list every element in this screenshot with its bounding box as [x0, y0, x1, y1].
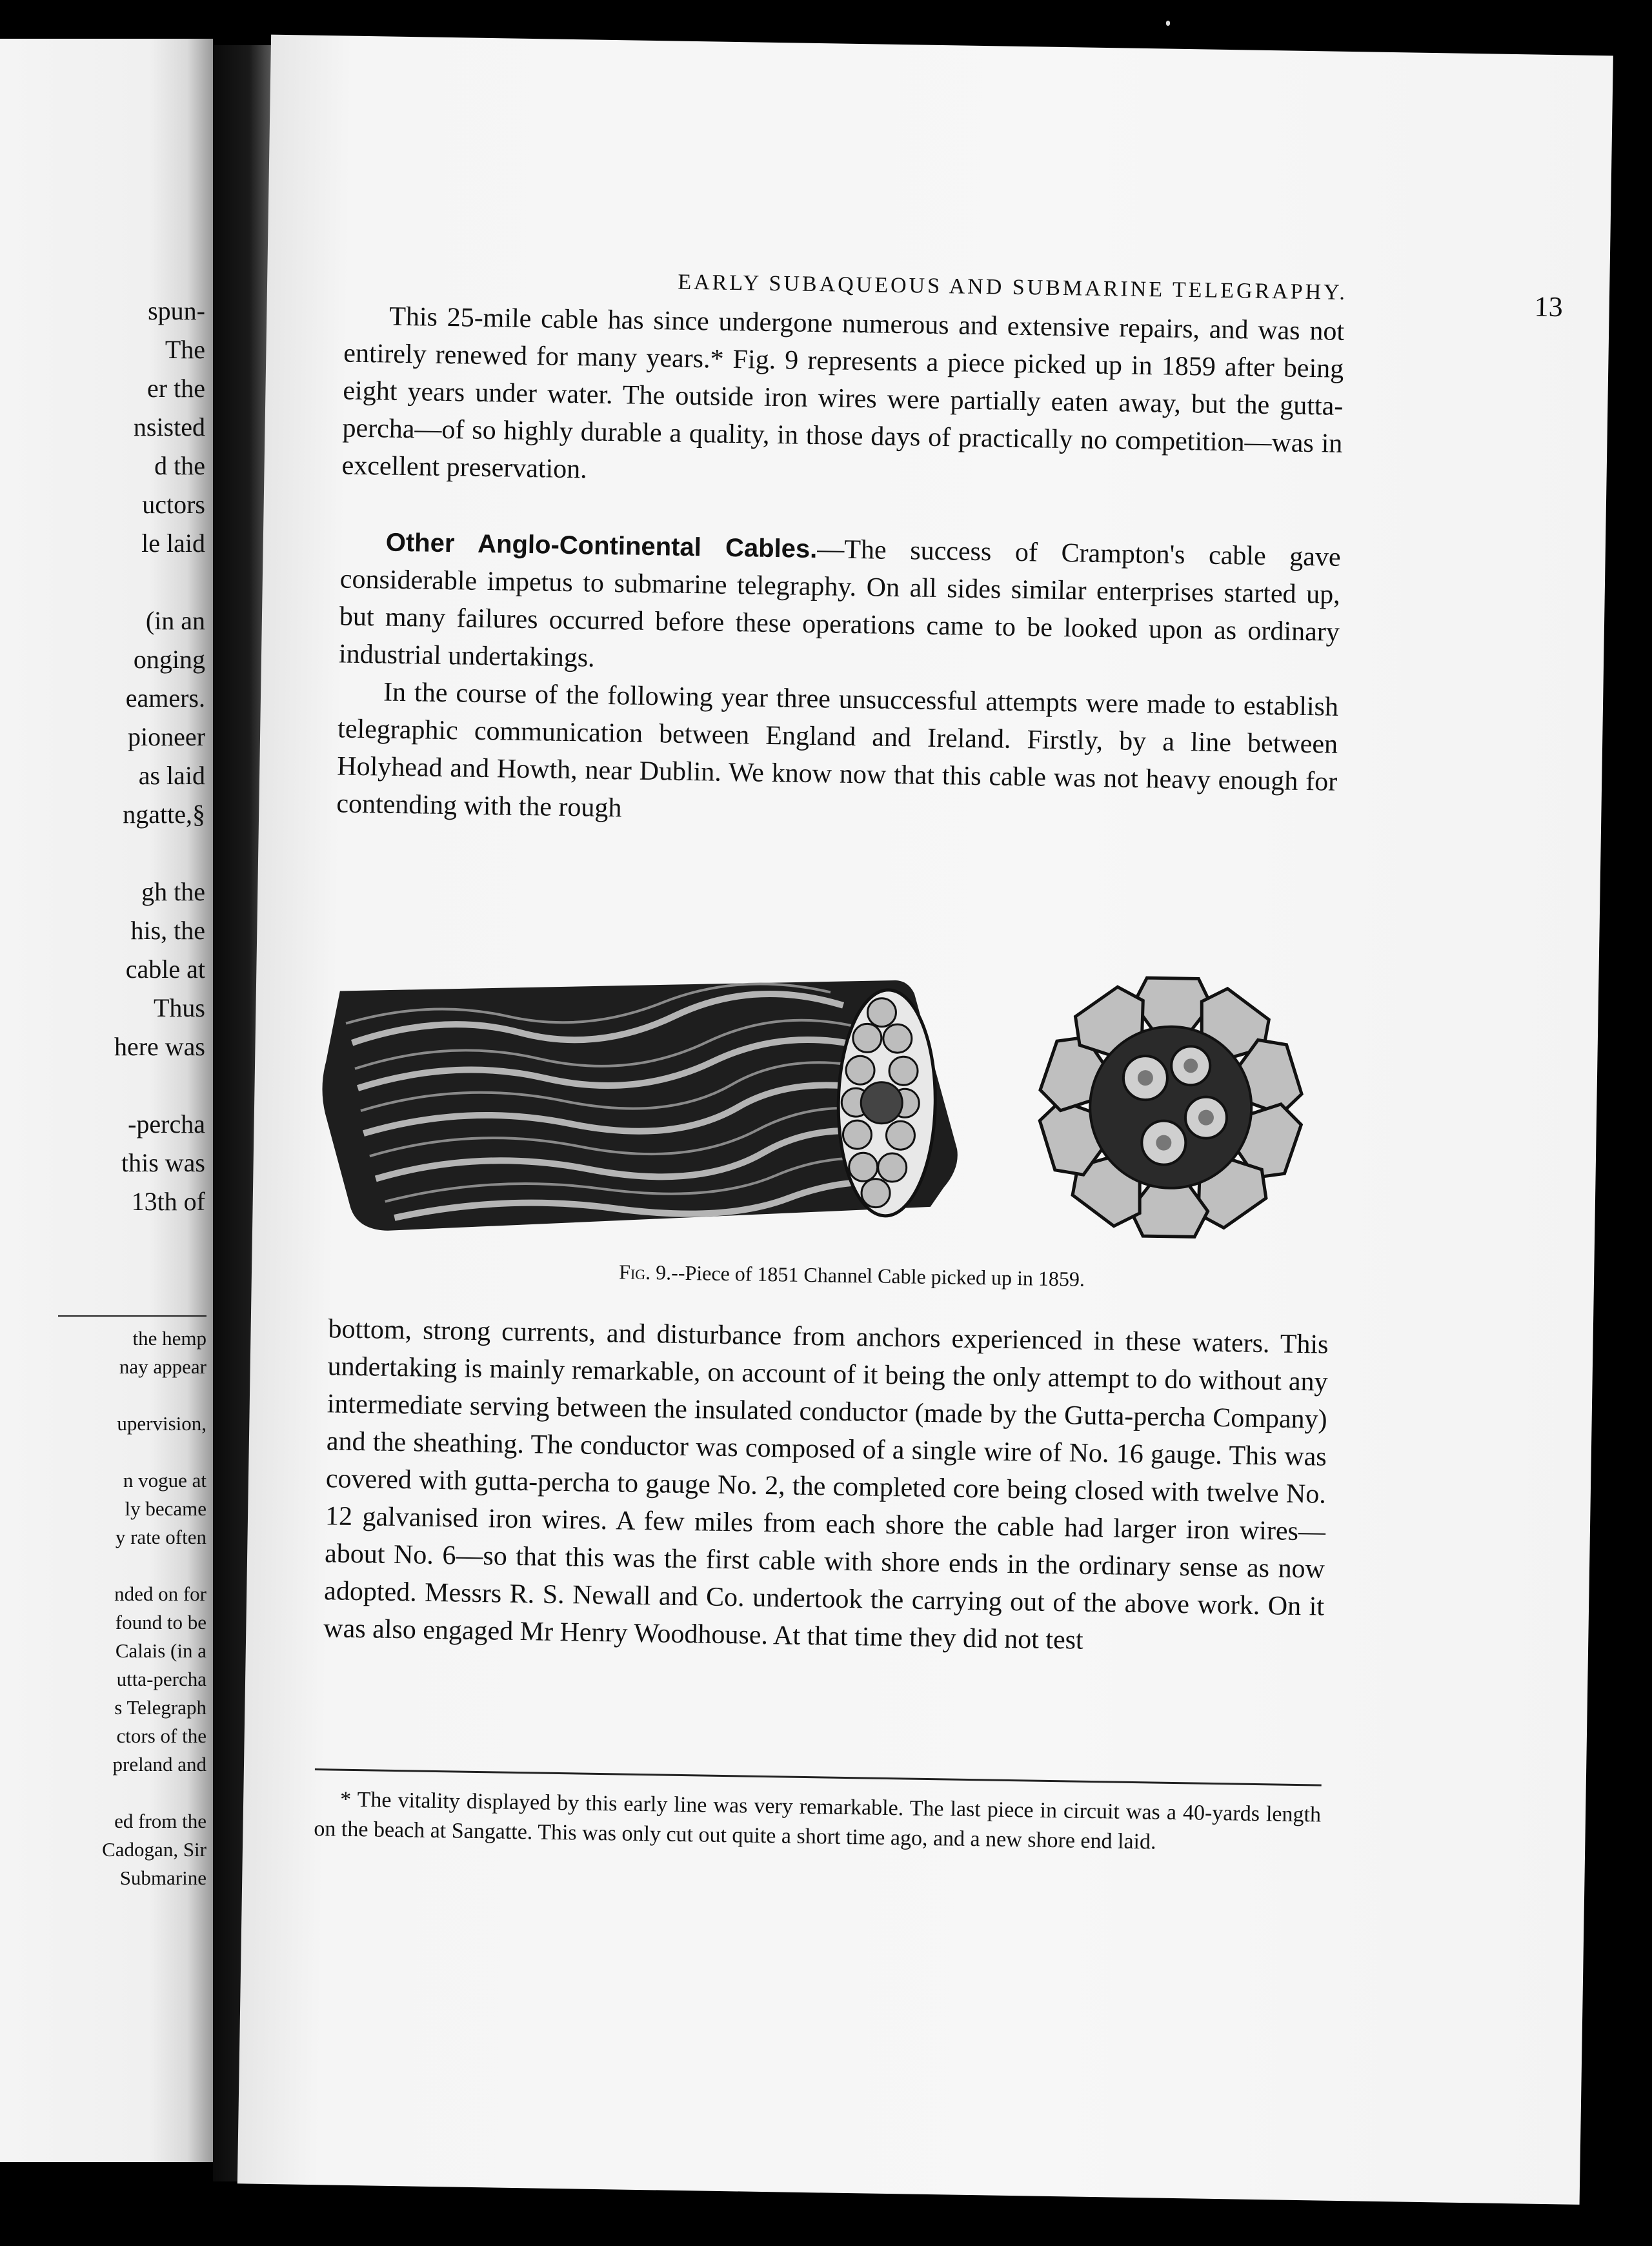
- previous-page-footnotes: the hemp nay appear upervision, n vogue at ly became y rate often nded on for found to be Calais (in a utta-percha s Telegraph ctors of the preland and ed from the Cadogan, Sir Submarine: [102, 1327, 206, 1889]
- previous-page-footnote-rule: [58, 1315, 206, 1317]
- paragraph-england-ireland: In the course of the following year three unsuccessful attempts were made to establish telegraphic communication between England and Ireland. Firstly, by a line between Holyhead and Howth, near Dublin. We know now that this cable was not heavy enough for contending with the rough: [336, 677, 1339, 824]
- body-text-bottom: [323, 1310, 1329, 1663]
- cable-drawing: [310, 946, 1322, 1258]
- section-heading: Other Anglo-Continental Cables.: [385, 528, 818, 564]
- scan-speck: [1166, 21, 1170, 26]
- paragraph-cable-repairs: This 25-mile cable has since undergone numerous and extensive repairs, and was not entirely renewed for many years.* Fig. 9 represents a piece picked up in 1859 after being eight years under water. The outside iron wires were partially eaten away, but the gutta-percha—of so highly durable a quality, in those days of practically no competition—was in excellent preservation.: [341, 301, 1345, 485]
- previous-page-text: spun- The er the nsisted d the uctors le laid (in an onging eamers. pioneer as laid ngatte,§ gh the his, the cable at Thus here was -percha this was 13th of: [114, 296, 205, 1216]
- paragraph-undertaking: bottom, strong currents, and disturbance from anchors experienced in these waters. This undertaking is mainly remarkable, on account of it being the only attempt to do without any intermediate serving between the insulated conductor (made by the Gutta-percha Company) and the sheathing. The conductor was composed of a single wire of No. 16 gauge. This was covered with gutta-percha to gauge No. 2, the completed core being closed with twelve No. 12 galvanised iron wires. A few miles from each shore the cable had larger iron wires—about No. 6—so that this was the first cable with shore ends in the ordinary sense as now adopted. Messrs R. S. Newall and Co. undertook the carrying out of the above work. On it was also engaged Mr Henry Woodhouse. At that time they did not test: [323, 1314, 1329, 1655]
- page-number: 13: [1534, 290, 1564, 323]
- paragraph-anglo-continental: [339, 523, 1341, 688]
- footnote-rule: [315, 1768, 1322, 1786]
- figure-label: Fig. 9.: [618, 1260, 672, 1284]
- footnote: [314, 1785, 1321, 1859]
- footnote-text: * The vitality displayed by this early line was very remarkable. The last piece in circuit was a 40-yards length on the beach at Sangatte. This was only cut out quite a short time ago, and a new shore end laid.: [314, 1787, 1322, 1854]
- previous-page-edge: [0, 39, 213, 2162]
- running-head: EARLY SUBAQUEOUS AND SUBMARINE TELEGRAPHY.: [678, 270, 1348, 305]
- figure-caption-text: --Piece of 1851 Channel Cable picked up in 1859.: [670, 1260, 1085, 1291]
- section-intro-text: —The success of Crampton's cable gave considerable impetus to submarine telegraphy. On all sides similar enterprises started up, but many failures occurred before these operations came to be looked upon as ordinary industrial undertakings.: [338, 534, 1341, 673]
- cable-cross-section: [1034, 976, 1307, 1239]
- page-13: [237, 35, 1613, 2205]
- body-text-top: [336, 297, 1345, 838]
- cable-side-view: [320, 971, 960, 1239]
